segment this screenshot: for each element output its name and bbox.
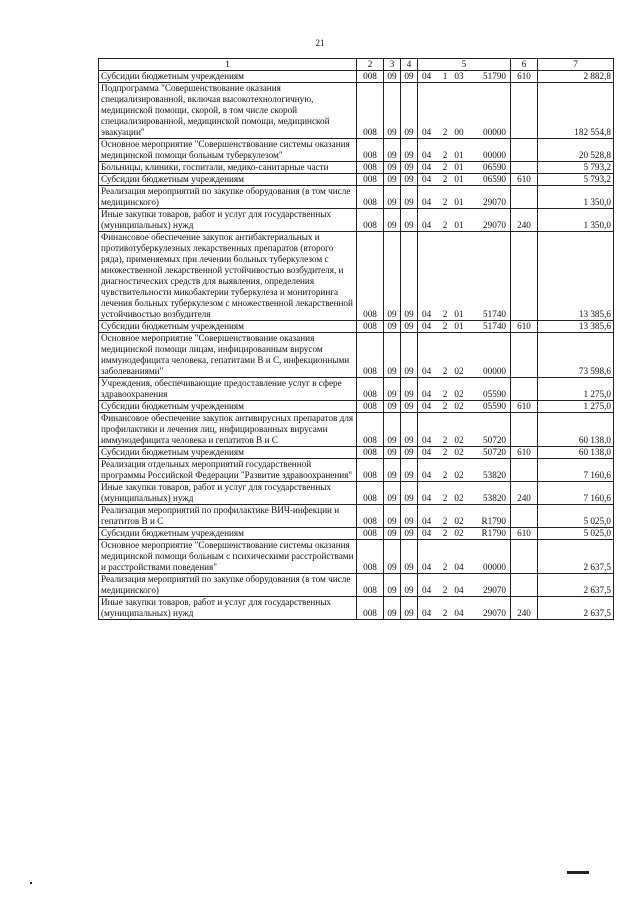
section-code-cell: 09 <box>384 321 401 333</box>
target-article-cell <box>418 482 511 505</box>
target-article-part: 29070 <box>483 585 506 595</box>
amount-cell: 182 554,8 <box>538 83 614 139</box>
subsection-code-cell: 09 <box>401 186 418 209</box>
target-article-part: 2 <box>442 174 448 184</box>
row-name-cell: Реализация мероприятий по закупке оборудования (в том числе медицинского) <box>99 574 357 597</box>
amount-cell: 5 025,0 <box>538 528 614 540</box>
amount-cell: 60 138,0 <box>538 413 614 447</box>
target-article-part: 04 <box>422 447 432 457</box>
section-code-cell: 09 <box>384 162 401 174</box>
section-code-cell: 09 <box>384 540 401 574</box>
amount-cell: 5 793,2 <box>538 174 614 186</box>
amount-cell: 1 350,0 <box>538 186 614 209</box>
amount-cell: 2 637,5 <box>538 574 614 597</box>
target-article-part: 2 <box>442 309 448 319</box>
expense-type-cell <box>511 139 538 162</box>
target-article-part: 04 <box>422 516 432 526</box>
ministry-code-cell: 008 <box>357 413 384 447</box>
ministry-code-cell: 008 <box>357 597 384 620</box>
expense-type-cell: 610 <box>511 401 538 413</box>
target-article-part: 01 <box>454 150 464 160</box>
expense-type-cell <box>511 459 538 482</box>
ministry-code-cell: 008 <box>357 232 384 321</box>
target-article-part: 00000 <box>483 562 506 572</box>
section-code-cell: 09 <box>384 232 401 321</box>
row-name-cell: Основное мероприятие "Совершенствование оказания медицинской помощи лицам, инфицированным вирусом иммунодефицита человека, гепатитами В и С, инфекционными заболеваниями" <box>99 333 357 378</box>
target-article-part: 02 <box>454 366 464 376</box>
row-name-cell: Субсидии бюджетным учреждениям <box>99 528 357 540</box>
expense-type-cell: 240 <box>511 482 538 505</box>
section-code-cell: 09 <box>384 528 401 540</box>
row-name-cell: Подпрограмма "Совершенствование оказания специализированной, включая высокотехнологичную, медицинской помощи, скорой, в том числе скорой специализированной, медицинской помощи, медицинской эвакуации" <box>99 83 357 139</box>
target-article-cell <box>418 540 511 574</box>
row-name-cell: Основное мероприятие "Совершенствование системы оказания медицинской помощи больным туберкулезом" <box>99 139 357 162</box>
target-article-cell <box>418 333 511 378</box>
row-name-cell: Иные закупки товаров, работ и услуг для государственных (муниципальных) нужд <box>99 597 357 620</box>
expense-type-cell: 610 <box>511 174 538 186</box>
ministry-code-cell: 008 <box>357 186 384 209</box>
target-article-part: 04 <box>422 174 432 184</box>
expense-type-cell: 610 <box>511 528 538 540</box>
target-article-part: 02 <box>454 528 464 538</box>
section-code-cell: 09 <box>384 83 401 139</box>
target-article-part: 2 <box>442 197 448 207</box>
target-article-part: 02 <box>454 470 464 480</box>
section-code-cell: 09 <box>384 459 401 482</box>
subsection-code-cell: 09 <box>401 505 418 528</box>
table-row <box>99 505 614 528</box>
column-header: 2 <box>357 59 384 71</box>
target-article-part: 00000 <box>483 127 506 137</box>
ministry-code-cell: 008 <box>357 162 384 174</box>
table-row <box>99 482 614 505</box>
target-article-part: 50720 <box>483 435 506 445</box>
ministry-code-cell: 008 <box>357 528 384 540</box>
subsection-code-cell: 09 <box>401 83 418 139</box>
table-row <box>99 83 614 139</box>
row-name-cell: Учреждения, обеспечивающие предоставление услуг в сфере здравоохранения <box>99 378 357 401</box>
row-name-cell: Финансовое обеспечение закупок антивирусных препаратов для профилактики и лечения лиц, инфицированных вирусами иммунодефицита человека и гепатитов В и С <box>99 413 357 447</box>
target-article-part: 2 <box>442 528 448 538</box>
section-code-cell: 09 <box>384 378 401 401</box>
target-article-part: 04 <box>422 321 432 331</box>
scan-mark <box>30 882 32 884</box>
row-name-cell: Реализация отдельных мероприятий государственной программы Российской Федерации "Развитие здравоохранения" <box>99 459 357 482</box>
amount-cell: 13 385,6 <box>538 321 614 333</box>
amount-cell: 5 025,0 <box>538 505 614 528</box>
target-article-part: 2 <box>442 389 448 399</box>
table-row <box>99 139 614 162</box>
amount-cell: 7 160,6 <box>538 482 614 505</box>
target-article-part: 02 <box>454 493 464 503</box>
row-name-cell: Основное мероприятие "Совершенствование системы оказания медицинской помощи больным с психическими расстройствами и расстройствами поведения" <box>99 540 357 574</box>
target-article-part: 04 <box>454 562 464 572</box>
target-article-cell <box>418 186 511 209</box>
subsection-code-cell: 09 <box>401 162 418 174</box>
table-row <box>99 540 614 574</box>
row-name-cell: Больницы, клиники, госпитали, медико-санитарные части <box>99 162 357 174</box>
target-article-part: 04 <box>422 71 432 81</box>
section-code-cell: 09 <box>384 505 401 528</box>
amount-cell: 1 350,0 <box>538 209 614 232</box>
expense-type-cell: 610 <box>511 71 538 83</box>
expense-type-cell <box>511 83 538 139</box>
target-article-cell <box>418 209 511 232</box>
page-number: 21 <box>315 38 325 48</box>
target-article-part: 04 <box>454 585 464 595</box>
target-article-part: 04 <box>422 197 432 207</box>
subsection-code-cell: 09 <box>401 540 418 574</box>
column-header: 4 <box>401 59 418 71</box>
section-code-cell: 09 <box>384 413 401 447</box>
subsection-code-cell: 09 <box>401 333 418 378</box>
subsection-code-cell: 09 <box>401 401 418 413</box>
expense-type-cell: 240 <box>511 597 538 620</box>
expense-type-cell <box>511 505 538 528</box>
target-article-part: 00000 <box>483 366 506 376</box>
target-article-cell <box>418 139 511 162</box>
ministry-code-cell: 008 <box>357 333 384 378</box>
target-article-cell <box>418 447 511 459</box>
ministry-code-cell: 008 <box>357 71 384 83</box>
amount-cell: 2 637,5 <box>538 597 614 620</box>
target-article-cell <box>418 459 511 482</box>
section-code-cell: 09 <box>384 447 401 459</box>
column-header: 5 <box>418 59 511 71</box>
target-article-cell <box>418 174 511 186</box>
target-article-part: 2 <box>442 435 448 445</box>
ministry-code-cell: 008 <box>357 401 384 413</box>
table-row <box>99 597 614 620</box>
target-article-part: 01 <box>454 174 464 184</box>
subsection-code-cell: 09 <box>401 209 418 232</box>
subsection-code-cell: 09 <box>401 139 418 162</box>
table-row <box>99 574 614 597</box>
column-header: 1 <box>99 59 357 71</box>
target-article-cell <box>418 378 511 401</box>
target-article-cell <box>418 528 511 540</box>
target-article-part: 29070 <box>483 220 506 230</box>
section-code-cell: 09 <box>384 174 401 186</box>
subsection-code-cell: 09 <box>401 174 418 186</box>
target-article-cell <box>418 321 511 333</box>
subsection-code-cell: 09 <box>401 574 418 597</box>
target-article-part: 2 <box>442 127 448 137</box>
amount-cell: 73 598,6 <box>538 333 614 378</box>
target-article-part: R1790 <box>481 528 506 538</box>
budget-table <box>98 58 614 620</box>
table-row <box>99 174 614 186</box>
table-row <box>99 528 614 540</box>
section-code-cell: 09 <box>384 401 401 413</box>
column-header: 6 <box>511 59 538 71</box>
ministry-code-cell: 008 <box>357 174 384 186</box>
target-article-part: 2 <box>442 585 448 595</box>
table-row <box>99 333 614 378</box>
expense-type-cell <box>511 333 538 378</box>
target-article-part: 51790 <box>483 71 506 81</box>
target-article-part: 00000 <box>483 150 506 160</box>
target-article-part: 2 <box>442 516 448 526</box>
expense-type-cell <box>511 413 538 447</box>
amount-cell: 2 882,8 <box>538 71 614 83</box>
ministry-code-cell: 008 <box>357 83 384 139</box>
target-article-part: R1790 <box>481 516 506 526</box>
table-row <box>99 209 614 232</box>
target-article-part: 01 <box>454 321 464 331</box>
section-code-cell: 09 <box>384 333 401 378</box>
target-article-cell <box>418 232 511 321</box>
target-article-part: 2 <box>442 401 448 411</box>
target-article-part: 53820 <box>483 493 506 503</box>
target-article-part: 04 <box>422 150 432 160</box>
target-article-part: 04 <box>422 608 432 618</box>
ministry-code-cell: 008 <box>357 540 384 574</box>
target-article-part: 06590 <box>483 174 506 184</box>
expense-type-cell <box>511 574 538 597</box>
subsection-code-cell: 09 <box>401 528 418 540</box>
expense-type-cell <box>511 186 538 209</box>
target-article-cell <box>418 505 511 528</box>
target-article-cell <box>418 413 511 447</box>
target-article-part: 50720 <box>483 447 506 457</box>
table-row <box>99 447 614 459</box>
target-article-part: 01 <box>454 309 464 319</box>
target-article-part: 2 <box>442 470 448 480</box>
target-article-cell <box>418 71 511 83</box>
amount-cell: 13 385,6 <box>538 232 614 321</box>
row-name-cell: Субсидии бюджетным учреждениям <box>99 447 357 459</box>
target-article-part: 1 <box>442 71 448 81</box>
row-name-cell: Реализация мероприятий по профилактике ВИЧ-инфекции и гепатитов В и С <box>99 505 357 528</box>
target-article-part: 2 <box>442 220 448 230</box>
target-article-part: 51740 <box>483 321 506 331</box>
target-article-part: 01 <box>454 197 464 207</box>
ministry-code-cell: 008 <box>357 321 384 333</box>
amount-cell: 60 138,0 <box>538 447 614 459</box>
ministry-code-cell: 008 <box>357 574 384 597</box>
table-row <box>99 162 614 174</box>
target-article-part: 04 <box>454 608 464 618</box>
target-article-part: 04 <box>422 435 432 445</box>
target-article-part: 2 <box>442 162 448 172</box>
target-article-part: 04 <box>422 562 432 572</box>
column-header: 7 <box>538 59 614 71</box>
expense-type-cell <box>511 540 538 574</box>
target-article-part: 04 <box>422 389 432 399</box>
target-article-part: 2 <box>442 366 448 376</box>
row-name-cell: Реализация мероприятий по закупке оборудования (в том числе медицинского) <box>99 186 357 209</box>
target-article-part: 05590 <box>483 389 506 399</box>
table-row <box>99 186 614 209</box>
target-article-part: 2 <box>442 493 448 503</box>
section-code-cell: 09 <box>384 186 401 209</box>
section-code-cell: 09 <box>384 209 401 232</box>
expense-type-cell: 610 <box>511 321 538 333</box>
target-article-part: 04 <box>422 528 432 538</box>
target-article-cell <box>418 597 511 620</box>
target-article-part: 2 <box>442 150 448 160</box>
table-row <box>99 321 614 333</box>
target-article-part: 04 <box>422 127 432 137</box>
ministry-code-cell: 008 <box>357 447 384 459</box>
row-name-cell: Субсидии бюджетным учреждениям <box>99 321 357 333</box>
target-article-part: 2 <box>442 447 448 457</box>
target-article-part: 05590 <box>483 401 506 411</box>
ministry-code-cell: 008 <box>357 378 384 401</box>
amount-cell: 7 160,6 <box>538 459 614 482</box>
target-article-part: 2 <box>442 562 448 572</box>
target-article-part: 29070 <box>483 197 506 207</box>
target-article-part: 29070 <box>483 608 506 618</box>
table-row <box>99 401 614 413</box>
subsection-code-cell: 09 <box>401 447 418 459</box>
section-code-cell: 09 <box>384 139 401 162</box>
target-article-part: 2 <box>442 321 448 331</box>
ministry-code-cell: 008 <box>357 505 384 528</box>
row-name-cell: Иные закупки товаров, работ и услуг для государственных (муниципальных) нужд <box>99 209 357 232</box>
header-row <box>99 59 614 71</box>
ministry-code-cell: 008 <box>357 459 384 482</box>
section-code-cell: 09 <box>384 597 401 620</box>
table-row <box>99 71 614 83</box>
target-article-part: 02 <box>454 435 464 445</box>
subsection-code-cell: 09 <box>401 597 418 620</box>
amount-cell: 20 528,8 <box>538 139 614 162</box>
ministry-code-cell: 008 <box>357 209 384 232</box>
table-row <box>99 459 614 482</box>
table-row <box>99 378 614 401</box>
target-article-part: 02 <box>454 389 464 399</box>
ministry-code-cell: 008 <box>357 139 384 162</box>
row-name-cell: Финансовое обеспечение закупок антибактериальных и противотуберкулезных лекарственных препаратов (второго ряда), применяемых при лечении больных туберкулезом с множественной лекарственной устойчивостью возбудителя, и диагностических средств для выявления, определения чувствительности микобактерии туберкулеза и мониторинга лечения больных туберкулезом с множественной лекарственной устойчивостью возбудителя <box>99 232 357 321</box>
target-article-part: 00 <box>454 127 464 137</box>
target-article-part: 04 <box>422 162 432 172</box>
target-article-part: 04 <box>422 585 432 595</box>
subsection-code-cell: 09 <box>401 413 418 447</box>
target-article-part: 02 <box>454 401 464 411</box>
target-article-part: 51740 <box>483 309 506 319</box>
target-article-cell <box>418 574 511 597</box>
target-article-part: 02 <box>454 447 464 457</box>
subsection-code-cell: 09 <box>401 232 418 321</box>
table-row <box>99 413 614 447</box>
expense-type-cell <box>511 378 538 401</box>
target-article-part: 53820 <box>483 470 506 480</box>
section-code-cell: 09 <box>384 71 401 83</box>
ministry-code-cell: 008 <box>357 482 384 505</box>
expense-type-cell: 610 <box>511 447 538 459</box>
target-article-part: 04 <box>422 470 432 480</box>
subsection-code-cell: 09 <box>401 459 418 482</box>
amount-cell: 2 637,5 <box>538 540 614 574</box>
target-article-part: 04 <box>422 220 432 230</box>
row-name-cell: Субсидии бюджетным учреждениям <box>99 71 357 83</box>
target-article-part: 04 <box>422 309 432 319</box>
section-code-cell: 09 <box>384 482 401 505</box>
amount-cell: 1 275,0 <box>538 401 614 413</box>
target-article-part: 2 <box>442 608 448 618</box>
target-article-part: 01 <box>454 162 464 172</box>
subsection-code-cell: 09 <box>401 321 418 333</box>
expense-type-cell <box>511 232 538 321</box>
row-name-cell: Иные закупки товаров, работ и услуг для государственных (муниципальных) нужд <box>99 482 357 505</box>
amount-cell: 5 793,2 <box>538 162 614 174</box>
target-article-part: 04 <box>422 401 432 411</box>
target-article-cell <box>418 162 511 174</box>
expense-type-cell: 240 <box>511 209 538 232</box>
subsection-code-cell: 09 <box>401 482 418 505</box>
expense-type-cell <box>511 162 538 174</box>
target-article-part: 02 <box>454 516 464 526</box>
row-name-cell: Субсидии бюджетным учреждениям <box>99 174 357 186</box>
target-article-cell <box>418 83 511 139</box>
column-header: 3 <box>384 59 401 71</box>
target-article-cell <box>418 401 511 413</box>
target-article-part: 06590 <box>483 162 506 172</box>
subsection-code-cell: 09 <box>401 71 418 83</box>
subsection-code-cell: 09 <box>401 378 418 401</box>
amount-cell: 1 275,0 <box>538 378 614 401</box>
section-code-cell: 09 <box>384 574 401 597</box>
row-name-cell: Субсидии бюджетным учреждениям <box>99 401 357 413</box>
target-article-part: 04 <box>422 366 432 376</box>
scan-mark <box>567 871 589 874</box>
target-article-part: 04 <box>422 493 432 503</box>
target-article-part: 01 <box>454 220 464 230</box>
target-article-part: 03 <box>454 71 464 81</box>
table-row <box>99 232 614 321</box>
